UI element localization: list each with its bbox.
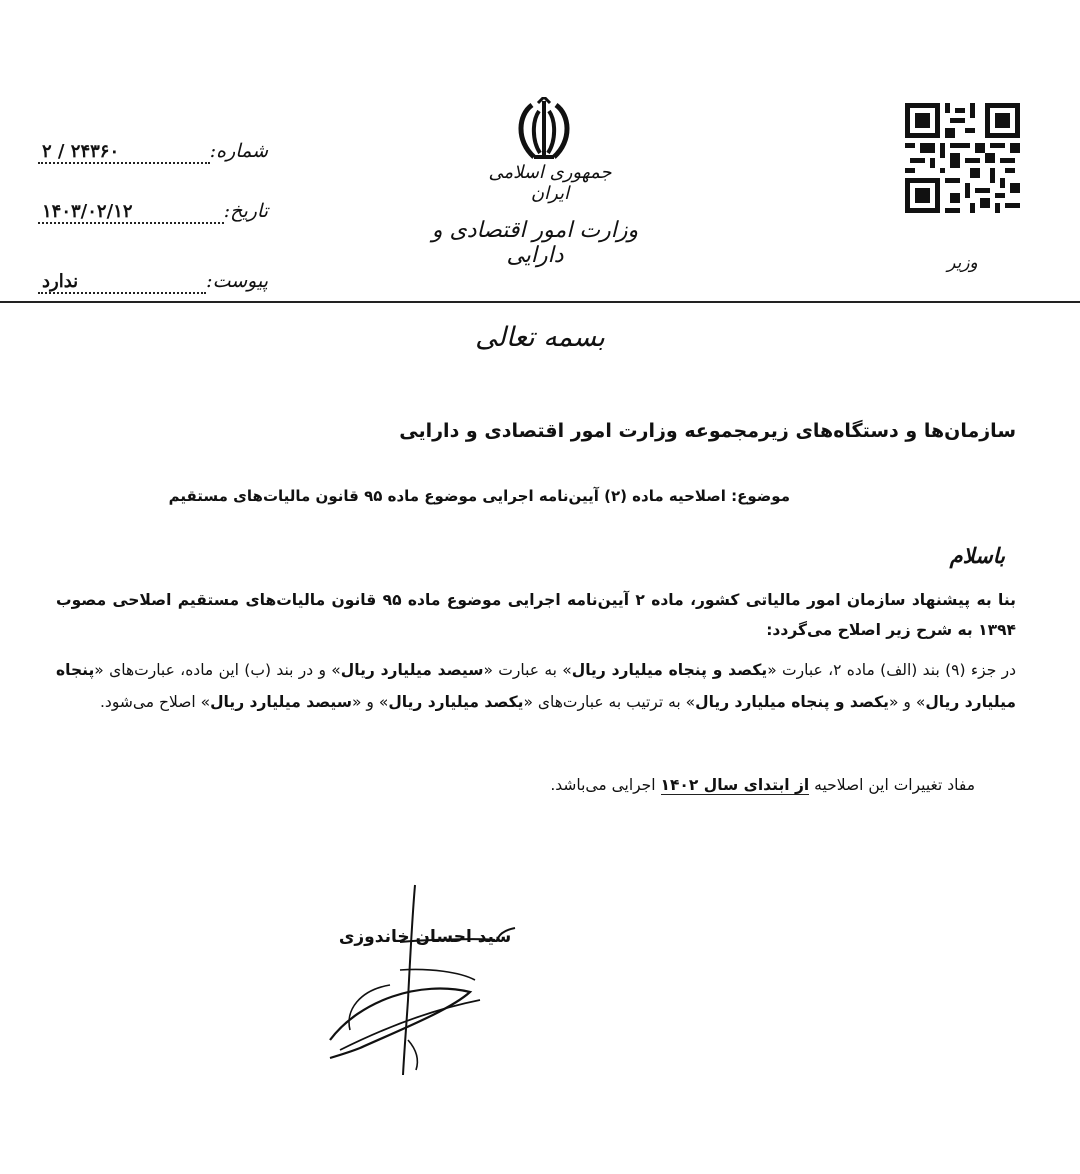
greeting: باسلام [949,543,1005,568]
signatory-name: سید احسان خاندوزی [338,927,512,947]
subject-line: موضوع: اصلاحیه ماده (۲) آیین‌نامه اجرایی موضوع ماده ۹۵ قانون مالیات‌های مستقیم [168,487,790,505]
p2-bold-3: پنجاه میلیارد ریال [56,661,1016,711]
letter-date [38,200,268,224]
p2-text-2: » به عبارت « [483,661,572,679]
header-divider [0,301,1080,303]
p2-text-7: » اصلاح می‌شود. [100,693,211,711]
p2-bold-5: یکصد میلیارد ریال [388,693,524,711]
p3-underlined: از ابتدای سال ۱۴۰۲ [660,776,810,794]
p2-bold-1: یکصد و پنجاه میلیارد ریال [571,661,768,679]
number-label: شماره: [209,140,268,162]
ministry-title: وزارت امور اقتصادی و دارایی [431,218,639,268]
iran-emblem-icon [512,97,576,163]
p3-before: مفاد تغییرات این اصلاحیه [809,776,975,794]
p2-text-1: در جزء (۹) بند (الف) ماده ۲، عبارت « [767,661,1016,679]
p2-bold-6: سیصد میلیارد ریال [210,693,352,711]
date-value: ۱۴۰۳/۰۲/۱۲ [38,201,224,224]
p2-bold-2: سیصد میلیارد ریال [340,661,484,679]
p3-after: اجرایی می‌باشد. [550,776,661,794]
p2-text-3: » و در بند (ب) این ماده، عبارت‌های « [94,661,341,679]
qr-code-icon [905,103,1020,213]
letter-number [38,140,268,164]
number-value: ۲ / ۲۴۳۶۰ [38,141,210,164]
p2-text-5: » به ترتیب به عبارت‌های « [523,693,696,711]
addressee: سازمان‌ها و دستگاه‌های زیرمجموعه وزارت امور اقتصادی و دارایی [399,420,1016,442]
paragraph-3 [550,770,975,800]
date-label: تاریخ: [223,200,268,222]
attachment-value: ندارد [38,271,206,294]
republic-title: جمهوری اسلامی ایران [488,162,612,204]
attachment-label: پیوست: [206,270,268,292]
paragraph-1: بنا به پیشنهاد سازمان امور مالیاتی کشور، ماده ۲ آیین‌نامه اجرایی موضوع ماده ۹۵ قانون مالیات‌های مستقیم اصلاحی مصوب ۱۳۹۴ به شرح زیر اصلاح می‌گردد: [56,591,1016,639]
letter-attachment [38,270,268,294]
handwritten-signature [300,880,550,1080]
minister-label: وزیر [947,253,978,273]
p2-text-4: » و « [889,693,926,711]
paragraph-2 [56,654,1016,718]
p2-text-6: » و « [352,693,389,711]
bismillah: بسمه تعالی [475,322,605,353]
p2-bold-4: یکصد و پنجاه میلیارد ریال [695,693,889,711]
